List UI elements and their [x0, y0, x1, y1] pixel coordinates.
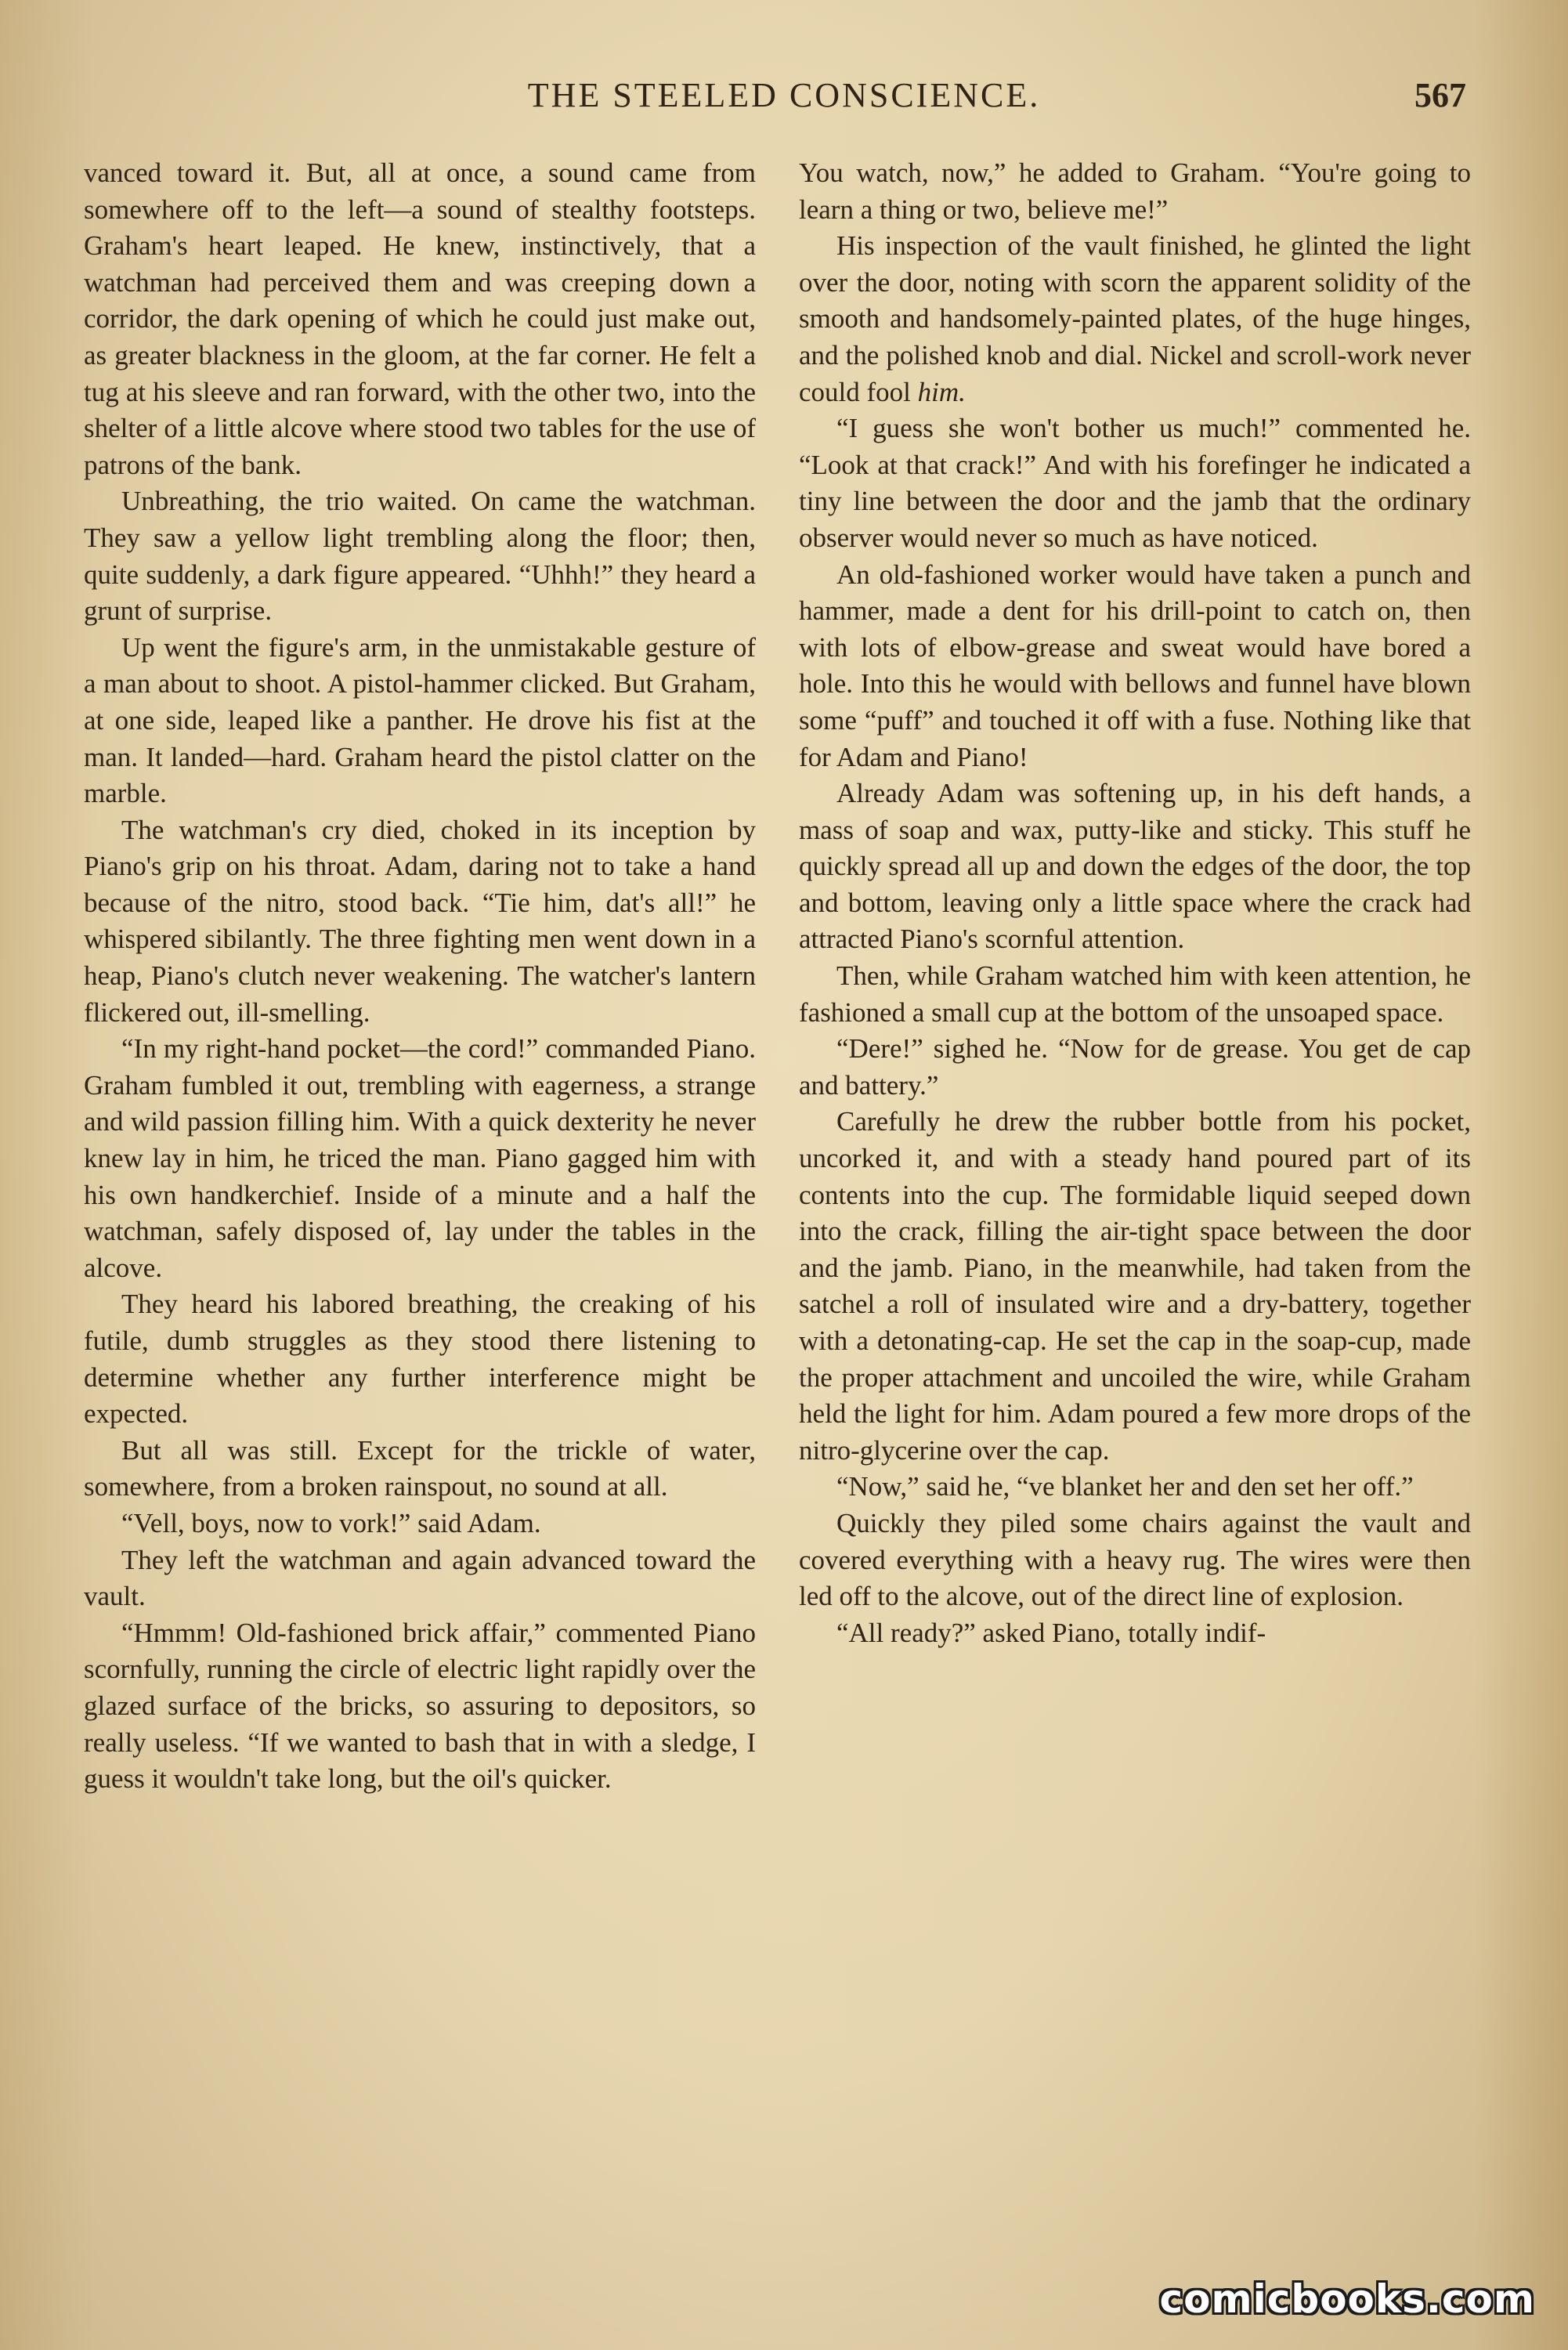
paragraph: They left the watchman and again advanced toward the vault. — [84, 1544, 756, 1612]
emphasis-text: him. — [917, 376, 966, 407]
paragraph: But all was still. Except for the trickle of water, somewhere, from a broken rainspout, no sound at all. — [84, 1434, 756, 1502]
paragraph: They heard his labored breathing, the creaking of his futile, dumb struggles as they stood there listening to determine whether any further interference might be expected. — [84, 1289, 756, 1430]
paragraph: “Hmmm! Old-fashioned brick affair,” commented Piano scornfully, running the circle of electric light rapidly over the glazed surface of the bricks, so assuring to depositors, so really useless. “If we wanted to bash that in with a sledge, I guess it wouldn't take long, but the oil's quicker. — [84, 1617, 756, 1795]
watermark-logo: comicbooks.com — [1159, 2276, 1535, 2322]
paragraph — [799, 228, 1471, 410]
paragraph-text: His inspection of the vault finished, he glinted the light over the door, noting with scorn the apparent solidity of the smooth and handsomely-painted plates, of the huge hinges, and the polished knob and dial. Nickel and scroll-work never could fool — [799, 230, 1471, 407]
paragraph: Quickly they piled some chairs against the vault and covered everything with a heavy rug. The wires were then led off to the alcove, out of the direct line of explosion. — [799, 1507, 1471, 1612]
page-number: 567 — [1414, 76, 1466, 114]
paragraph-continued: vanced toward it. But, all at once, a sound came from somewhere off to the left—a sound of stealthy footsteps. Graham's heart leaped. He knew, instinctively, that a watchman had perceived them and was creeping down a corridor, the dark opening of which he could just make out, as greater blackness in the gloom, at the far corner. He felt a tug at his sleeve and ran forward, with the other two, into the shelter of a little alcove where stood two tables for the use of patrons of the bank. — [84, 157, 756, 480]
paragraph: “Vell, boys, now to vork!” said Adam. — [121, 1507, 541, 1538]
page-header — [0, 75, 1568, 122]
paragraph: “In my right-hand pocket—the cord!” commanded Piano. Graham fumbled it out, trembling with eagerness, a strange and wild passion filling him. With a quick dexterity he never knew lay in him, he triced the man. Piano gagged him with his own handkerchief. Inside of a minute and a half the watchman, safely disposed of, lay under the tables in the alcove. — [84, 1033, 756, 1283]
paragraph: “Now,” said he, “ve blanket her and den set her off.” — [836, 1471, 1414, 1502]
paragraph: “Dere!” sighed he. “Now for de grease. You get de cap and battery.” — [799, 1033, 1471, 1101]
paragraph: Unbreathing, the trio waited. On came the watchman. They saw a yellow light trembling along the floor; then, quite suddenly, a dark figure appeared. “Uhhh!” they heard a grunt of surprise. — [84, 486, 756, 627]
paragraph: Then, while Graham watched him with keen attention, he fashioned a small cup at the bottom of the unsoaped space. — [799, 960, 1471, 1028]
running-title: THE STEELED CONSCIENCE. — [527, 76, 1041, 114]
paragraph: The watchman's cry died, choked in its inception by Piano's grip on his throat. Adam, daring not to take a hand because of the nitro, stood back. “Tie him, dat's all!” he whispered sibilantly. The three fighting men went down in a heap, Piano's clutch never weakening. The watcher's lantern flickered out, ill-smelling. — [84, 814, 756, 1028]
left-column — [84, 155, 756, 1798]
right-column — [799, 155, 1471, 1651]
paragraph: Up went the figure's arm, in the unmistakable gesture of a man about to shoot. A pistol-hammer clicked. But Graham, at one side, leaped like a panther. He drove his fist at the man. It landed—hard. Graham heard the pistol clatter on the marble. — [84, 631, 756, 809]
paragraph: Already Adam was softening up, in his deft hands, a mass of soap and wax, putty-like and sticky. This stuff he quickly spread all up and down the edges of the door, the top and bottom, leaving only a little space where the crack had attracted Piano's scornful attention. — [799, 778, 1471, 955]
paragraph-continued: You watch, now,” he added to Graham. “You're going to learn a thing or two, believe me!” — [799, 157, 1471, 225]
paragraph: Carefully he drew the rubber bottle from his pocket, uncorked it, and with a steady hand poured part of its contents into the cup. The formidable liquid seeped down into the crack, filling the air-tight space between the door and the jamb. Piano, in the meanwhile, had taken from the satchel a roll of insulated wire and a dry-battery, together with a detonating-cap. He set the cap in the soap-cup, made the proper attachment and uncoiled the wire, while Graham held the light for him. Adam poured a few more drops of the nitro-glycerine over the cap. — [799, 1106, 1471, 1466]
paragraph: An old-fashioned worker would have taken a punch and hammer, made a dent for his drill-point to catch on, then with lots of elbow-grease and sweat would have bored a hole. Into this he would with bellows and funnel have blown some “puff” and touched it off with a fuse. Nothing like that for Adam and Piano! — [799, 559, 1471, 772]
paragraph: “All ready?” asked Piano, totally indif- — [836, 1617, 1266, 1648]
paragraph: “I guess she won't bother us much!” commented he. “Look at that crack!” And with his forefinger he indicated a tiny line between the door and the jamb that the ordinary observer would never so much as have noticed. — [799, 413, 1471, 553]
